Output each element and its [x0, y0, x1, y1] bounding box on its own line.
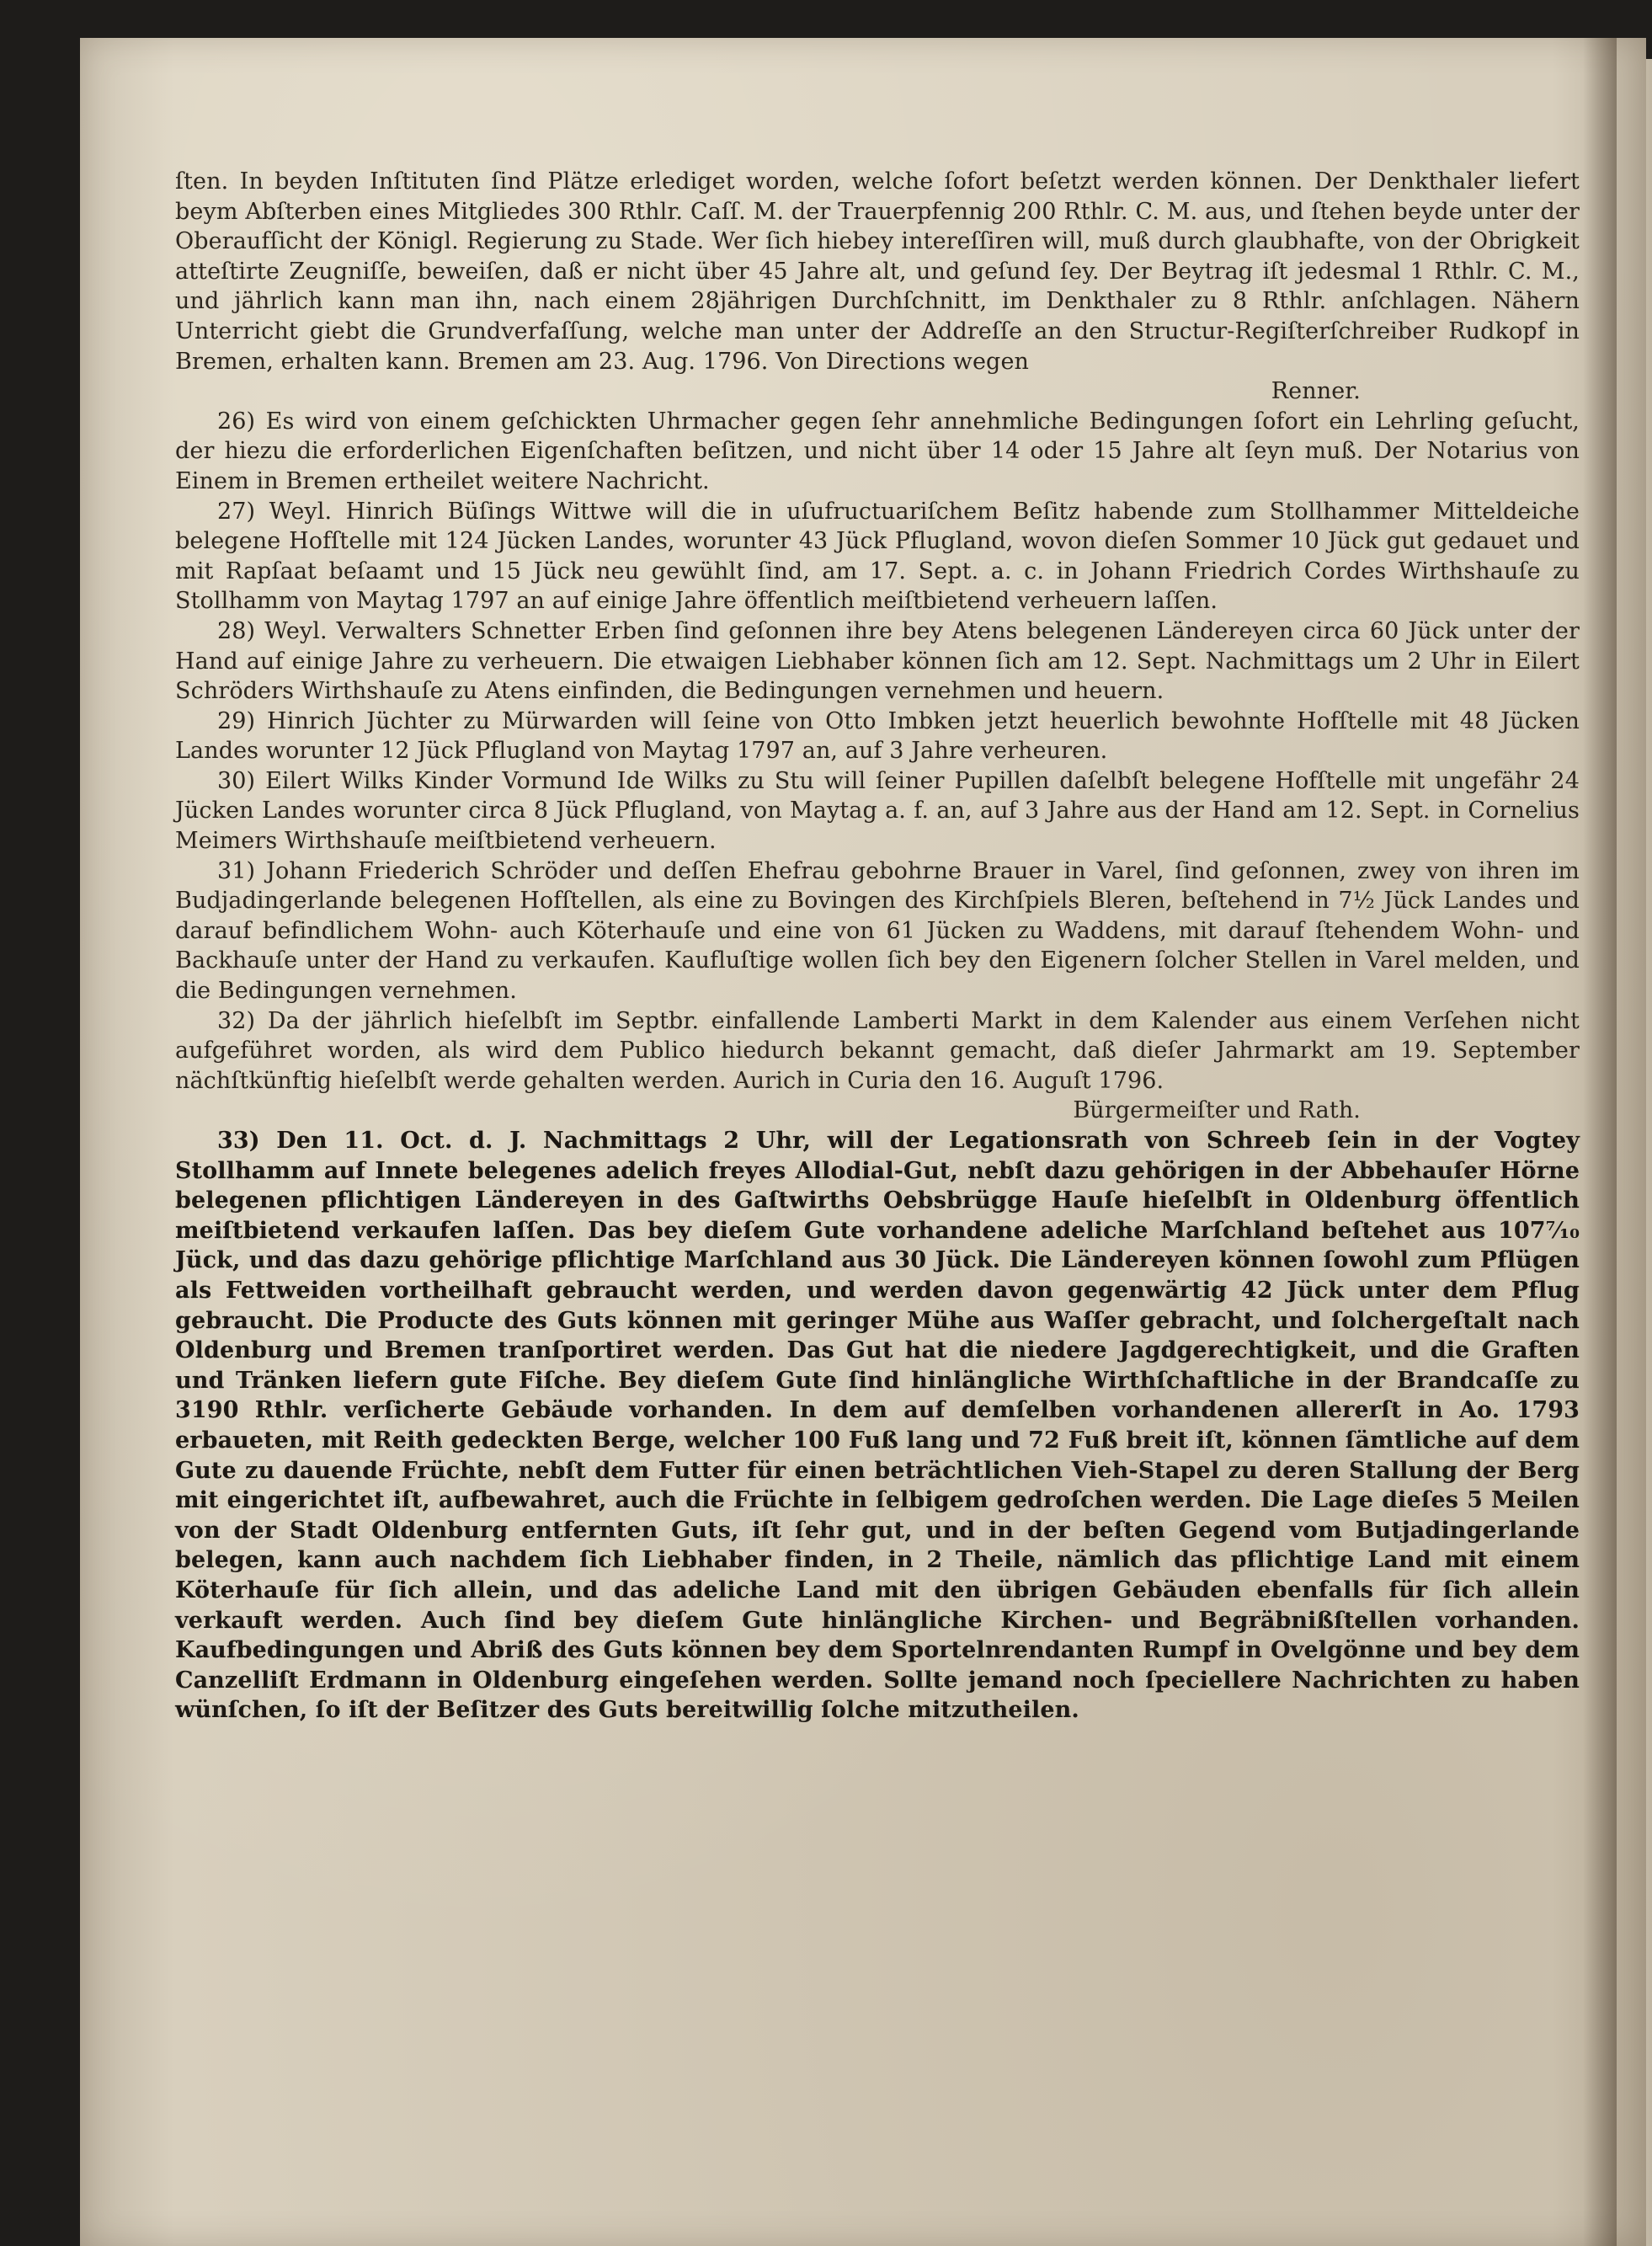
notice-27: 27) Weyl. Hinrich Büſings Wittwe will die in uſufructuariſchem Beſitz habende zum Stollhammer Mitteldeiche belegene Hofſtelle mit 124 Jücken Landes, worunter 43 Jück Pflugland, wovon dieſen Sommer 10 Jück gut gedauet und mit Rapſaat beſaamt und 15 Jück neu gewühlt ſind, am 17. Sept. a. c. in Johann Friedrich Cordes Wirthshauſe zu Stollhamm von Maytag 1797 an auf einige Jahre öffentlich meiſtbietend verheuern laſſen. — [175, 498, 1580, 615]
notice-30: 30) Eilert Wilks Kinder Vormund Ide Wilks zu Stu will ſeiner Pupillen daſelbſt belegene Hofſtelle mit ungefähr 24 Jücken Landes worunter circa 8 Jück Pflugland, von Maytag a. f. an, auf 3 Jahre aus der Hand am 12. Sept. in Cornelius Meimers Wirthshauſe meiſtbietend verheuern. — [175, 767, 1580, 855]
notice-26: 26) Es wird von einem geſchickten Uhrmacher gegen ſehr annehmliche Bedingungen ſofort ein Lehrling geſucht, der hiezu die erforderlichen Eigenſchaften beſitzen, und nicht über 14 oder 15 Jahre alt ſeyn muß. Der Notarius von Einem in Bremen ertheilet weitere Nachricht. — [175, 408, 1580, 494]
notice-32: 32) Da der jährlich hieſelbſt im Septbr. einfallende Lamberti Markt in dem Kalender aus einem Verſehen nicht aufgeführet worden, als wird dem Publico hiedurch bekannt gemacht, daß dieſer Jahrmarkt am 19. September nächſtkünftig hieſelbſt werde gehalten werden. Aurich in Curia den 16. Auguſt 1796. — [175, 1007, 1580, 1094]
signature-buergermeister: Bürgermeiſter und Rath. — [1073, 1097, 1361, 1124]
page-text-block — [175, 167, 1580, 1724]
paragraph-intro: ſten. In beyden Inſtituten ſind Plätze erlediget worden, welche ſofort beſetzt werden können. Der Denkthaler liefert beym Abſterben eines Mitgliedes 300 Rthlr. Caſſ. M. der Trauerpfennig 200 Rthlr. C. M. aus, und ſtehen beyde unter der Oberaufſicht der Königl. Regierung zu Stade. Wer ſich hiebey intereſſiren will, muß durch glaubhafte, von der Obrigkeit atteſtirte Zeugniſſe, beweiſen, daß er nicht über 45 Jahre alt, und geſund ſey. Der Beytrag iſt jedesmal 1 Rthlr. C. M., und jährlich kann man ihn, nach einem 28jährigen Durchſchnitt, im Denkthaler zu 8 Rthlr. anſchlagen. Nähern Unterricht giebt die Grundverfaſſung, welche man unter der Addreſſe an den Structur-Regiſterſchreiber Rudkopf in Bremen, erhalten kann. Bremen am 23. Aug. 1796. Von Directions wegen — [175, 168, 1580, 375]
signature-renner: Renner. — [1271, 378, 1361, 405]
spine-shadow — [1583, 38, 1617, 2246]
notice-31: 31) Johann Friederich Schröder und deſſen Ehefrau gebohrne Brauer in Varel, ſind geſonnen, zwey von ihren im Budjadingerlande belegenen Hofſtellen, als eine zu Bovingen des Kirchſpiels Bleren, beſtehend in 7½ Jück Landes und darauf befindlichem Wohn- auch Köterhauſe und eine von 61 Jücken zu Waddens, mit darauf ſtehendem Wohn- und Backhauſe unter der Hand zu verkaufen. Kaufluſtige wollen ſich bey den Eigenern ſolcher Stellen in Varel melden, und die Bedingungen vernehmen. — [175, 857, 1580, 1005]
notice-29: 29) Hinrich Jüchter zu Mürwarden will ſeine von Otto Imbken jetzt heuerlich bewohnte Hofſtelle mit 48 Jücken Landes worunter 12 Jück Pflugland von Maytag 1797 an, auf 3 Jahre verheuren. — [175, 707, 1580, 765]
notice-33: 33) Den 11. Oct. d. J. Nachmittags 2 Uhr, will der Legationsrath von Schreeb ſein in der Vogtey Stollhamm auf Innete belegenes adelich freyes Allodial-Gut, nebſt dazu gehörigen in der Abbehauſer Hörne belegenen pflichtigen Ländereyen in des Gaſtwirths Oebsbrügge Hauſe hieſelbſt in Oldenburg öffentlich meiſtbietend verkaufen laſſen. Das bey dieſem Gute vorhandene adeliche Marſchland beſtehet aus 107⁷⁄₁₀ Jück, und das dazu gehörige pflichtige Marſchland aus 30 Jück. Die Ländereyen können ſowohl zum Pflügen als Fettweiden vortheilhaft gebraucht werden, und werden davon gegenwärtig 42 Jück unter dem Pflug gebraucht. Die Producte des Guts können mit geringer Mühe aus Waſſer gebracht, und ſolchergeſtalt nach Oldenburg und Bremen tranſportiret werden. Das Gut hat die niedere Jagdgerechtigkeit, und die Graften und Tränken liefern gute Fiſche. Bey dieſem Gute ſind hinlängliche Wirthſchaftliche in der Brandcaſſe zu 3190 Rthlr. verſicherte Gebäude vorhanden. In dem auf demſelben vorhandenen allererſt in Ao. 1793 erbaueten, mit Reith gedeckten Berge, welcher 100 Fuß lang und 72 Fuß breit iſt, können ſämtliche auf dem Gute zu dauende Früchte, nebſt dem Futter für einen beträchtlichen Vieh-Stapel zu deren Stallung der Berg mit eingerichtet iſt, aufbewahret, auch die Früchte in ſelbigem gedroſchen werden. Die Lage dieſes 5 Meilen von der Stadt Oldenburg entfernten Guts, iſt ſehr gut, und in der beſten Gegend vom Butjadingerlande belegen, kann auch nachdem ſich Liebhaber finden, in 2 Theile, nämlich das pflichtige Land mit einem Köterhauſe für ſich allein, und das adeliche Land mit den übrigen Gebäuden ebenfalls für ſich allein verkauft werden. Auch ſind bey dieſem Gute hinlängliche Kirchen- und Begräbnißſtellen vorhanden. Kaufbedingungen und Abriß des Guts können bey dem Sportelnrendanten Rumpf in Ovelgönne und bey dem Canzelliſt Erdmann in Oldenburg eingeſehen werden. Sollte jemand noch ſpeciellere Nachrichten zu haben wünſchen, ſo iſt der Beſitzer des Guts bereitwillig ſolche mitzutheilen. — [175, 1128, 1580, 1724]
notice-28: 28) Weyl. Verwalters Schnetter Erben ſind geſonnen ihre bey Atens belegenen Ländereyen circa 60 Jück unter der Hand auf einige Jahre zu verheuern. Die etwaigen Liebhaber können ſich am 12. Sept. Nachmittags um 2 Uhr in Eilert Schröders Wirthshauſe zu Atens einfinden, die Bedingungen vernehmen und heuern. — [175, 617, 1580, 705]
